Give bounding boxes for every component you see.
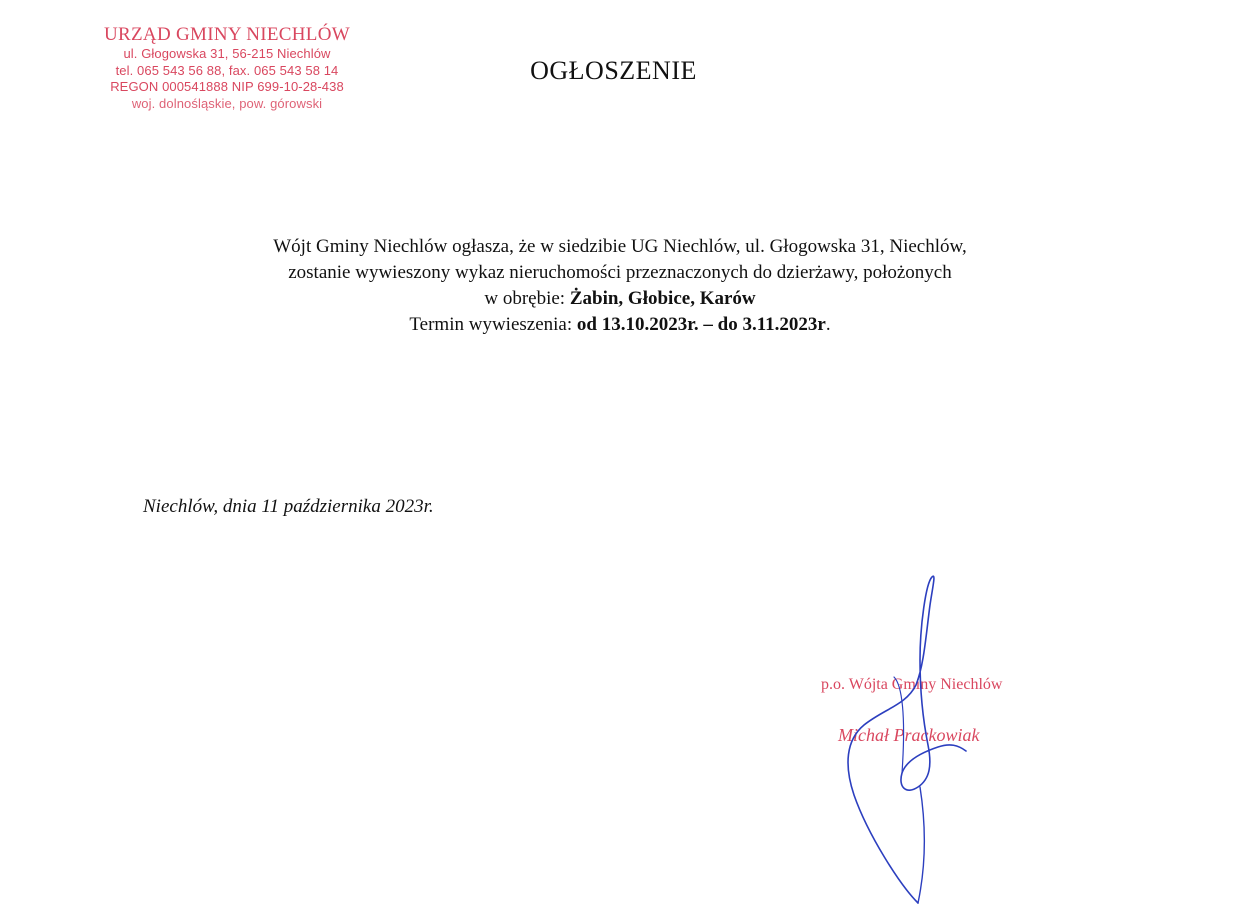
signatory-title: p.o. Wójta Gminy Niechlów [821, 676, 1003, 693]
announcement-line-2: zostanie wywieszony wykaz nieruchomości przeznaczonych do dzierżawy, położonych [288, 262, 952, 283]
location-label: w obrębie: [484, 288, 570, 309]
signatory-name: Michał Prackowiak [838, 725, 980, 745]
term-label: Termin wywieszenia: [409, 314, 577, 335]
announcement-line-4 [0, 312, 1240, 338]
stamp-office-name: URZĄD GMINY NIECHLÓW [104, 24, 350, 45]
place-date-line: Niechlów, dnia 11 października 2023r. [143, 496, 434, 517]
term-period: . [825, 314, 831, 335]
announcement-body [0, 234, 1240, 338]
stamp-region: woj. dolnośląskie, pow. górowski [131, 95, 323, 111]
handwritten-signature [790, 565, 1050, 910]
stamp-phone-fax: tel. 065 543 56 88, fax. 065 543 58 14 [115, 62, 339, 78]
announcement-line-3 [0, 286, 1240, 312]
stamp-regon-nip: REGON 000541888 NIP 699-10-28-438 [110, 79, 344, 94]
term-dates: od 13.10.2023r. – do 3.11.2023r [576, 314, 826, 335]
announcement-line-1: Wójt Gminy Niechlów ogłasza, że w siedzibie UG Niechlów, ul. Głogowska 31, Niechlów, [273, 236, 967, 257]
stamp-address: ul. Głogowska 31, 56-215 Niechlów [123, 46, 331, 61]
location-names: Żabin, Głobice, Karów [569, 288, 756, 309]
document-title: OGŁOSZENIE [530, 56, 697, 85]
